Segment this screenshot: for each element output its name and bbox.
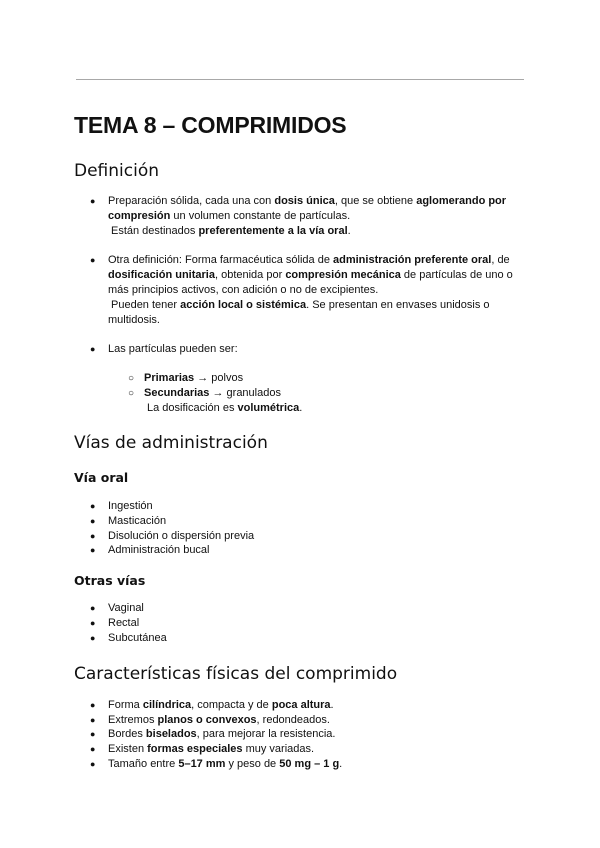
bullet-icon: ● bbox=[90, 633, 96, 643]
bullet-icon: ● bbox=[90, 501, 96, 511]
hollow-bullet-icon: ○ bbox=[128, 373, 135, 384]
bullet-icon: ● bbox=[90, 344, 96, 354]
page-title: TEMA 8 – COMPRIMIDOS bbox=[74, 112, 347, 138]
bullet-icon: ● bbox=[90, 545, 96, 555]
def-bullet-2-line-4: Pueden tener acción local o sistémica. Se presentan en envases unidosis o bbox=[111, 299, 490, 311]
def-bullet-2-line-1: Otra definición: Forma farmacéutica sólida de administración preferente oral, de bbox=[108, 254, 510, 266]
list-item: Extremos planos o convexos, redondeados. bbox=[108, 714, 330, 726]
subheading-via-oral: Vía oral bbox=[74, 470, 129, 485]
list-item: Vaginal bbox=[108, 602, 144, 614]
list-item: Forma cilíndrica, compacta y de poca altura. bbox=[108, 699, 334, 711]
def-bullet-1-line-2: compresión un volumen constante de partículas. bbox=[108, 210, 351, 222]
def-bullet-3: Las partículas pueden ser: bbox=[108, 343, 238, 355]
bullet-icon: ● bbox=[90, 618, 96, 628]
sub-item-primarias: Primarias → polvos bbox=[144, 372, 244, 384]
list-item: Bordes biselados, para mejorar la resistencia. bbox=[108, 728, 336, 740]
bullet-icon: ● bbox=[90, 196, 96, 206]
hollow-bullet-icon: ○ bbox=[128, 388, 135, 399]
bullet-icon: ● bbox=[90, 531, 96, 541]
list-item: Tamaño entre 5–17 mm y peso de 50 mg – 1 g. bbox=[108, 758, 343, 770]
bullet-icon: ● bbox=[90, 255, 96, 265]
def-bullet-2-line-3: más principios activos, con adición o no de excipientes. bbox=[108, 284, 379, 296]
bullet-icon: ● bbox=[90, 516, 96, 526]
heading-definicion: Definición bbox=[74, 161, 159, 181]
list-item: Disolución o dispersión previa bbox=[108, 530, 255, 542]
bullet-icon: ● bbox=[90, 603, 96, 613]
top-rule bbox=[76, 79, 524, 80]
def-bullet-2-line-5: multidosis. bbox=[108, 314, 160, 326]
list-item: Existen formas especiales muy variadas. bbox=[108, 743, 315, 755]
list-item: Subcutánea bbox=[108, 632, 167, 644]
def-bullet-1-line-1: Preparación sólida, cada una con dosis única, que se obtiene aglomerando por bbox=[108, 195, 507, 207]
subheading-otras-vias: Otras vías bbox=[74, 573, 146, 588]
def-bullet-2-line-2: dosificación unitaria, obtenida por compresión mecánica de partículas de uno o bbox=[108, 269, 513, 281]
bullet-icon: ● bbox=[90, 729, 96, 739]
list-item: Rectal bbox=[108, 617, 140, 629]
list-item: Masticación bbox=[108, 515, 167, 527]
sub-item-secundarias: Secundarias → granulados bbox=[144, 387, 281, 399]
def-bullet-1-line-3: Están destinados preferentemente a la vía oral. bbox=[111, 225, 351, 237]
heading-caracteristicas: Características físicas del comprimido bbox=[74, 664, 398, 684]
sub-note-dosificacion: La dosificación es volumétrica. bbox=[147, 402, 303, 414]
bullet-icon: ● bbox=[90, 700, 96, 710]
heading-vias: Vías de administración bbox=[74, 433, 268, 453]
list-item: Ingestión bbox=[108, 500, 153, 512]
bullet-icon: ● bbox=[90, 715, 96, 725]
bullet-icon: ● bbox=[90, 759, 96, 769]
bullet-icon: ● bbox=[90, 744, 96, 754]
list-item: Administración bucal bbox=[108, 544, 210, 556]
